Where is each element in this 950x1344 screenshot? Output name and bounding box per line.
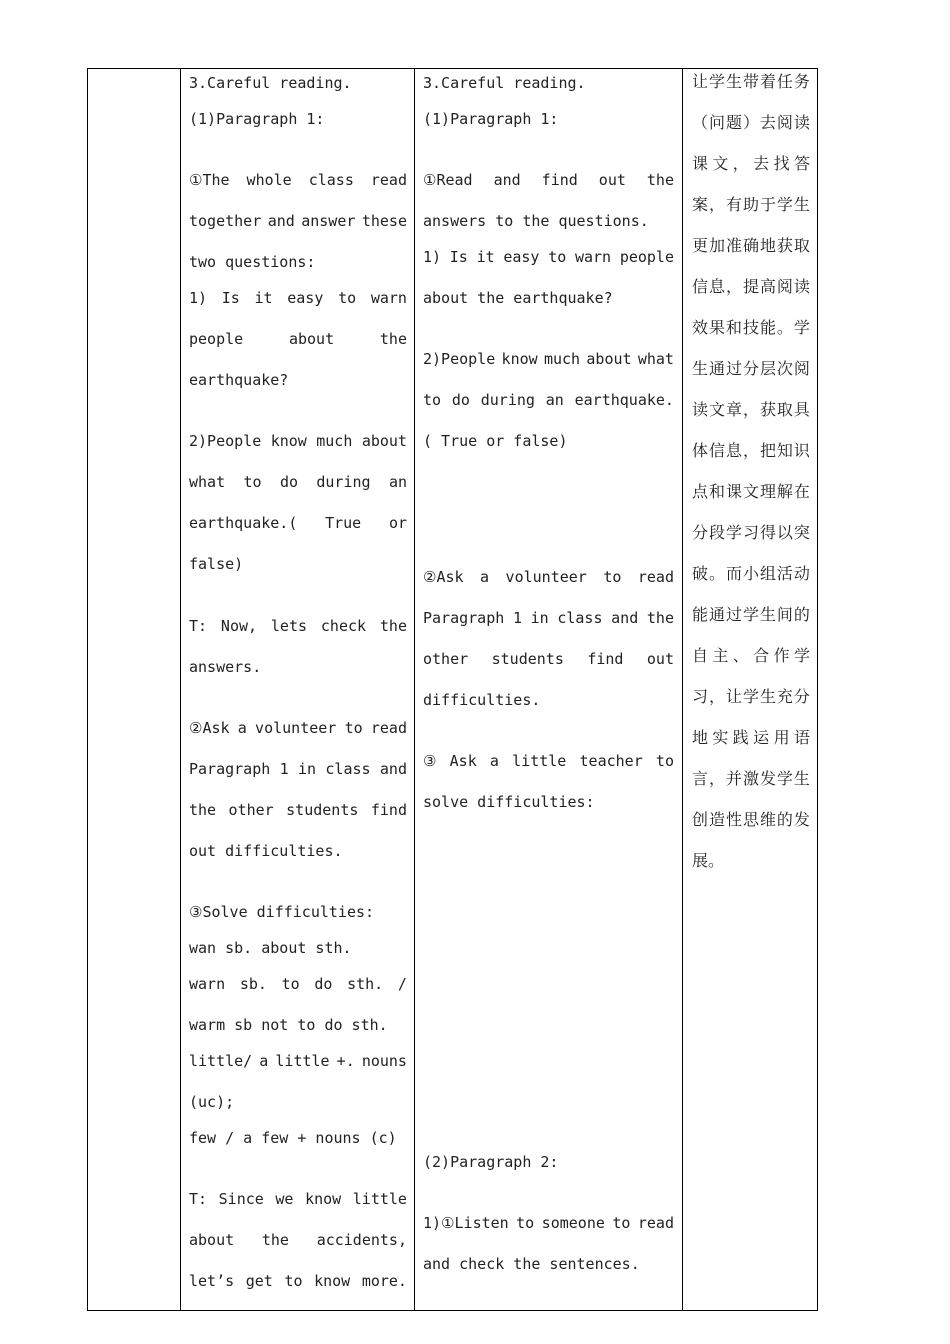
intent-line: 效 果 和 技 能 。 学	[692, 318, 810, 337]
design-intent-column	[692, 69, 810, 1310]
intent-line: 习 ， 让 学 生 充 分	[692, 687, 810, 706]
question-2-line: to do during an earthquake.	[423, 391, 674, 409]
question-1-line: people about the	[189, 330, 407, 348]
intent-line: 案 ， 有 助 于 学 生	[692, 195, 810, 214]
phrase-line: warm sb not to do sth.	[189, 1016, 388, 1034]
teacher-line: T: Since we know little	[189, 1190, 407, 1208]
text-line: two questions:	[189, 253, 316, 271]
intent-line: 创 造 性 思 维 的 发	[692, 810, 810, 829]
phrase-line: few / a few + nouns (c)	[189, 1129, 397, 1147]
question-2-line: false)	[189, 555, 244, 573]
teacher-line: answers.	[189, 658, 262, 676]
phrase-line: warn sb. to do sth. /	[189, 975, 407, 993]
column-divider	[414, 69, 415, 1310]
intent-line: （ 问 题 ） 去 阅 读	[692, 113, 810, 132]
student-activity-column	[423, 69, 674, 1310]
teacher-activity-column	[189, 69, 407, 1310]
volunteer-line: other students find out	[423, 650, 674, 668]
volunteer-line: the other students find	[189, 801, 407, 819]
question-1-line: 1) Is it easy to warn	[189, 289, 407, 307]
question-1-line: about the earthquake?	[423, 289, 613, 307]
volunteer-line: ②Ask a volunteer to read	[189, 719, 407, 737]
question-1-line: earthquake?	[189, 371, 289, 389]
intent-line: 生 通 过 分 层 次 阅	[692, 359, 810, 378]
little-teacher-line: solve difficulties:	[423, 793, 595, 811]
intent-line: 破 。 而 小 组 活 动	[692, 564, 810, 583]
volunteer-line: difficulties.	[423, 691, 541, 709]
intent-line: 更 加 准 确 地 获 取	[692, 236, 810, 255]
teacher-line: let’s get to know more.	[189, 1272, 407, 1290]
intent-line: 课 文 ， 去 找 答	[692, 154, 810, 173]
intent-line: 自 主 、 合 作 学	[692, 646, 810, 665]
paragraph-1-label: (1)Paragraph 1:	[189, 110, 325, 128]
listen-line: and check the sentences.	[423, 1255, 640, 1273]
intent-line: 读 文 章 ， 获 取 具	[692, 400, 810, 419]
intent-line: 体 信 息 ， 把 知 识	[692, 441, 810, 460]
intent-line: 能 通 过 学 生 间 的	[692, 605, 810, 624]
intent-line: 展。	[692, 851, 725, 870]
step-column	[88, 69, 180, 1310]
volunteer-line: ②Ask a volunteer to read	[423, 568, 674, 586]
intent-line: 分 段 学 习 得 以 突	[692, 523, 810, 542]
volunteer-line: Paragraph 1 in class and the	[423, 609, 674, 627]
question-2-line: 2)People know much about what	[423, 350, 674, 368]
question-2-line: what to do during an	[189, 473, 407, 491]
text-line: answers to the questions.	[423, 212, 649, 230]
intent-line: 点 和 课 文 理 解 在	[692, 482, 810, 501]
teacher-line: T: Now, lets check the	[189, 617, 407, 635]
intent-line: 地 实 践 运 用 语	[692, 728, 810, 747]
lesson-table	[87, 68, 818, 1311]
careful-reading-heading: 3.Careful reading.	[189, 74, 352, 92]
teacher-line: about the accidents,	[189, 1231, 407, 1249]
paragraph-1-label: (1)Paragraph 1:	[423, 110, 559, 128]
column-divider	[180, 69, 181, 1310]
text-line: ①Read and find out the	[423, 171, 674, 189]
phrase-line: wan sb. about sth.	[189, 939, 352, 957]
text-line: ①The whole class read	[189, 171, 407, 189]
question-2-line: earthquake.( True or	[189, 514, 407, 532]
solve-difficulties-title: ③Solve difficulties:	[189, 903, 375, 921]
question-2-line: 2)People know much about	[189, 432, 407, 450]
column-divider	[682, 69, 683, 1310]
paragraph-2-label: (2)Paragraph 2:	[423, 1153, 559, 1171]
careful-reading-heading: 3.Careful reading.	[423, 74, 586, 92]
intent-line: 让 学 生 带 着 任 务	[692, 72, 810, 91]
phrase-line: (uc);	[189, 1093, 235, 1111]
question-1-line: 1) Is it easy to warn people	[423, 248, 674, 266]
listen-line: 1)①Listen to someone to read	[423, 1214, 674, 1232]
little-teacher-line: ③ Ask a little teacher to	[423, 752, 674, 770]
volunteer-line: Paragraph 1 in class and	[189, 760, 407, 778]
text-line: together and answer these	[189, 212, 407, 230]
volunteer-line: out difficulties.	[189, 842, 343, 860]
intent-line: 信 息 ， 提 高 阅 读	[692, 277, 810, 296]
question-2-line: ( True or false)	[423, 432, 568, 450]
phrase-line: little/ a little +. nouns	[189, 1052, 407, 1070]
intent-line: 言 ， 并 激 发 学 生	[692, 769, 810, 788]
